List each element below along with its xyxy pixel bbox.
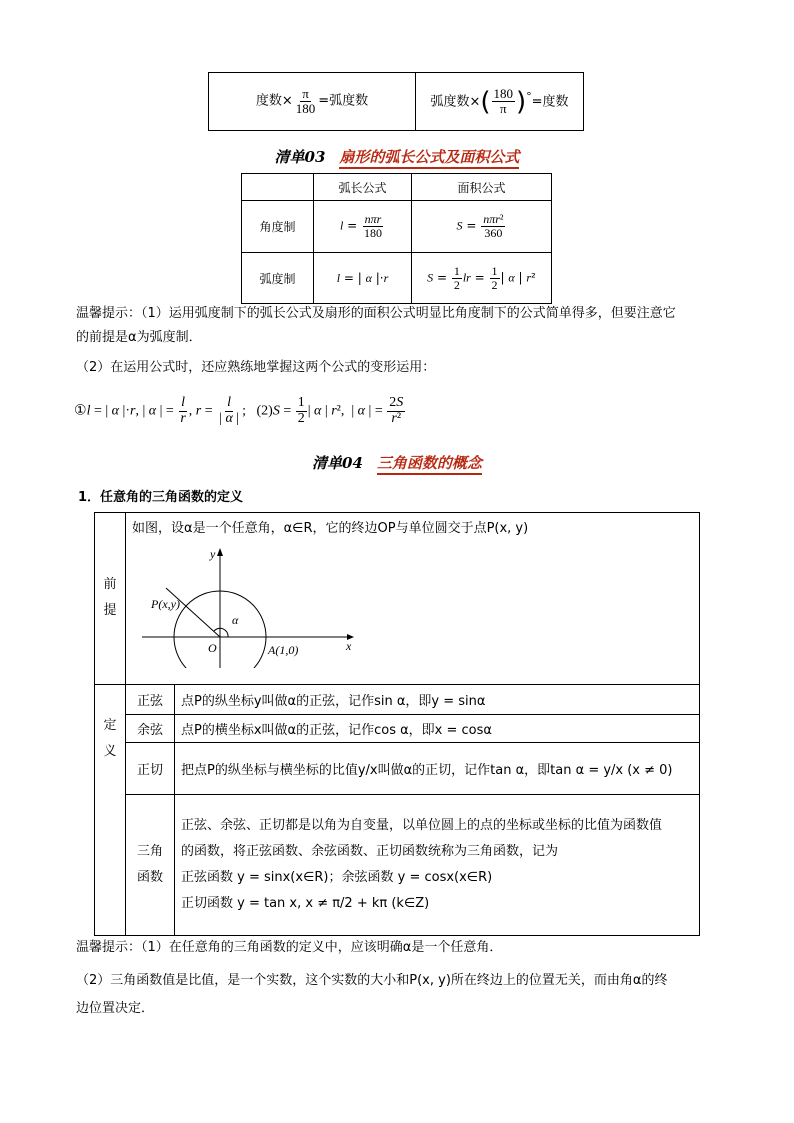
rad-to-deg-cell: 弧度数×( $\frac{180}{\pi}$ )°=度数	[416, 73, 584, 131]
section-03-tag: 清单03	[274, 148, 326, 166]
premise-label-cell	[95, 513, 126, 685]
premise-text: 如图，设α是一个任意角，α∈R，它的终边OP与单位圆交于点P(x, y)	[132, 521, 529, 536]
origin-label: O	[208, 641, 217, 655]
rad-frac-den: π	[499, 101, 507, 116]
section-03-heading	[0, 146, 794, 167]
section-04-title: 三角函数的概念	[377, 454, 482, 475]
y-axis-arrow	[217, 548, 223, 556]
trig-func-cell	[175, 795, 700, 936]
cosine-definition: 点P的横坐标x叫做α的正弦，记作cos α，即x = cosα	[175, 714, 700, 742]
deg-frac-num: π	[302, 86, 309, 102]
header-arc: 弧长公式	[314, 174, 412, 201]
trig-func-line-3: 正弦函数 y = sinx(x∈R)；余弦函数 y = cosx(x∈R)	[181, 870, 493, 886]
rad-fraction	[492, 87, 516, 115]
trig-func-line-4: 正切函数 y = tan x, x ≠ π/2 + kπ (k∈Z)	[181, 896, 430, 912]
trig-func-label: 三角函数	[136, 844, 163, 886]
tip-1-line-2: 的前提是α为弧度制．	[76, 330, 202, 345]
deg-frac-den: 180	[295, 101, 316, 116]
sector-formula-table	[241, 173, 552, 304]
tangent-definition: 把点P的纵坐标与横坐标的比值y/x叫做α的正切，记作tan α，即tan α = y/x (x ≠ 0)	[175, 743, 700, 795]
rad-prefix: 弧度数×	[430, 94, 481, 109]
p-label: P(x,y)	[151, 597, 180, 611]
section-04-heading	[0, 452, 794, 473]
tip-2-line-2: （2）三角函数值是比值，是一个实数，这个实数的大小和P(x, y)所在终边上的位置无关，而由角α的终	[76, 973, 668, 988]
header-area: 面积公式	[412, 174, 552, 201]
sine-definition: 点P的纵坐标y叫做α的正弦，记作sin α，即y = sinα	[175, 684, 700, 714]
sine-name: 正弦	[126, 684, 175, 714]
trig-func-line-2: 的函数，将正弦函数、余弦函数、正切函数统称为三角函数，记为	[181, 844, 559, 860]
tip-1-formula: ①l = | α |·r, | α | = $\frac{l}{r}$ , r = $\frac{l}{| \alpha |}$ ; (2)S = $\frac{1}{2}$ | α | r², | α | = $\frac{2S}{\text{r²}}$	[74, 395, 404, 426]
conversion-table	[208, 72, 584, 131]
section-03-title: 扇形的弧长公式及面积公式	[339, 148, 519, 169]
unit-circle-figure	[132, 538, 362, 668]
cosine-name: 余弦	[126, 714, 175, 742]
deg-prefix: 度数×	[255, 94, 293, 109]
radian-arc-formula: l = | α |·r	[314, 253, 412, 304]
row-radian-label: 弧度制	[242, 253, 314, 304]
x-axis-label: x	[346, 639, 352, 653]
tip-2-line-3: 边位置决定．	[76, 1001, 155, 1016]
tip-1-line-3: （2）在运用公式时，还应熟练地掌握这两个公式的变形运用：	[76, 360, 436, 375]
premise-label: 前提	[103, 577, 117, 619]
tip-1-line-1: 温馨提示：（1）运用弧度制下的弧长公式及扇形的面积公式明显比角度制下的公式简单得多，但要注意它	[76, 306, 676, 321]
rad-suffix: =度数	[531, 94, 569, 109]
trig-func-label-cell	[126, 795, 175, 936]
angle-arc	[214, 628, 228, 637]
trig-func-line-1: 正弦、余弦、正切都是以角为自变量，以单位圆上的点的坐标或坐标的比值为函数值	[181, 818, 663, 834]
rad-frac-num: 180	[493, 86, 514, 102]
deg-suffix: =弧度数	[318, 94, 369, 109]
header-empty	[242, 174, 314, 201]
tip-2-line-1: 温馨提示：（1）在任意角的三角函数的定义中，应该明确α是一个任意角．	[76, 940, 503, 955]
alpha-label: α	[232, 613, 239, 627]
degree-sup: °	[526, 89, 532, 103]
subheading: 1．任意角的三角函数的定义	[78, 490, 244, 505]
deg-to-rad-cell	[209, 73, 416, 131]
deg-fraction	[294, 87, 318, 115]
radian-area-formula: S = $\frac{1}{2}$ lr = $\frac{1}{2}$ | α | r²	[412, 253, 552, 304]
degree-arc-formula: l = $\frac{\text{nπr}}{180}$	[314, 201, 412, 253]
premise-cell	[126, 513, 700, 685]
section-04-tag: 清单04	[312, 454, 363, 472]
trig-definition-table	[94, 512, 700, 936]
definition-label: 定义	[103, 717, 117, 759]
degree-area-formula: S = $\frac{\text{nπr²}}{360}$	[412, 201, 552, 253]
row-degree-label: 角度制	[242, 201, 314, 253]
definition-label-cell	[95, 684, 126, 935]
a-label: A(1,0)	[268, 643, 299, 657]
y-axis-label: y	[210, 547, 216, 561]
tangent-name: 正切	[126, 743, 175, 795]
